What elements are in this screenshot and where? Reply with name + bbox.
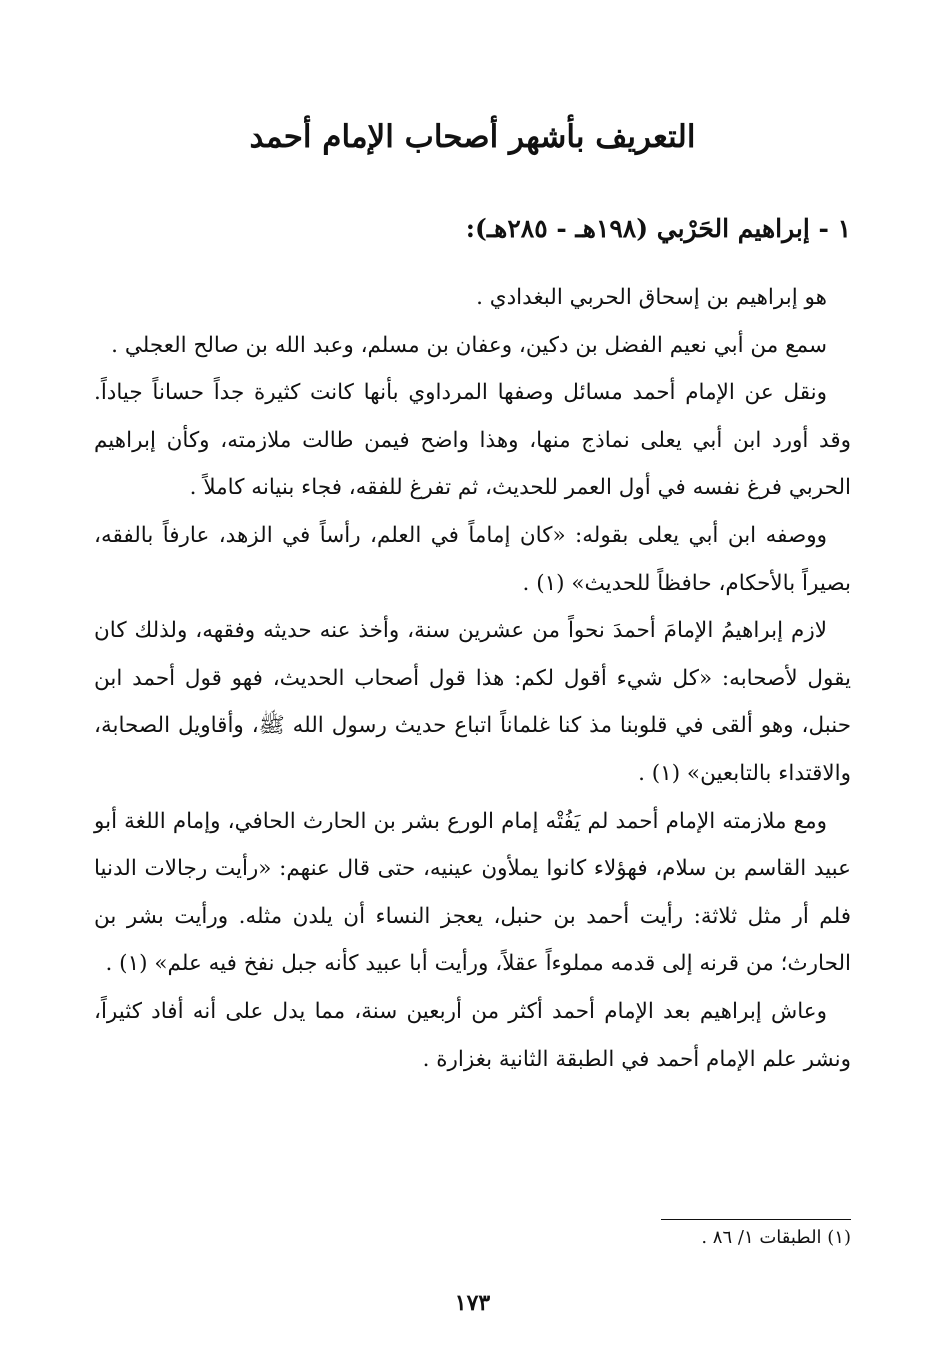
section-heading: ١ - إبراهيم الحَرْبي (١٩٨هـ - ٢٨٥هـ): xyxy=(465,214,851,243)
paragraph: هو إبراهيم بن إسحاق الحربي البغدادي . xyxy=(476,285,827,310)
paragraph: ووصفه ابن أبي يعلى بقوله: «كان إماماً في العلم، رأساً في الزهد، عارفاً بالفقه، بصيراً بالأحكام، حافظاً للحديث» (١) . xyxy=(94,522,851,596)
paragraph: لازم إبراهيمُ الإمامَ أحمدَ نحواً من عشرين سنة، وأخذ عنه حديثه وفقهه، ولذلك كان يقول لأصحابه: «كل شيء أقول لكم: هذا قول أصحاب الحديث، فهو قول أحمد ابن حنبل، وهو ألقى في قلوبنا مذ كنا غلماناً اتباع حديث رسول الله ﷺ، وأقاويل الصحابة، والاقتداء بالتابعين» (١) . xyxy=(94,618,851,786)
body-text xyxy=(94,274,851,1083)
paragraph: وعاش إبراهيم بعد الإمام أحمد أكثر من أربعين سنة، مما يدل على أنه أفاد كثيراً، ونشر علم الإمام أحمد في الطبقة الثانية بغزارة . xyxy=(94,998,851,1072)
footnote: (١) الطبقات ١/ ٨٦ . xyxy=(701,1227,851,1248)
paragraph: ونقل عن الإمام أحمد مسائل وصفها المرداوي بأنها كانت كثيرة جداً حساناً جياداً. وقد أورد ابن أبي يعلى نماذج منها، وهذا واضح فيمن طالت ملازمته، وكأن إبراهيم الحربي فرغ نفسه في أول العمر للحديث، ثم تفرغ للفقه، فجاء بنيانه كاملاً . xyxy=(94,380,851,501)
paragraph: ومع ملازمته الإمام أحمد لم يَفُتْه إمام الورع بشر بن الحارث الحافي، وإمام اللغة أبو عبيد القاسم بن سلام، فهؤلاء كانوا يملأون عينيه، حتى قال عنهم: «رأيت رجالات الدنيا فلم أر مثل ثلاثة: رأيت أحمد بن حنبل، يعجز النساء أن يلدن مثله. ورأيت بشر بن الحارث؛ من قرنه إلى قدمه مملوءاً عقلاً، ورأيت أبا عبيد كأنه جبل نفخ فيه علم» (١) . xyxy=(94,808,851,977)
page-number: ١٧٣ xyxy=(454,1290,491,1316)
footnote-divider xyxy=(661,1219,851,1220)
paragraph: سمع من أبي نعيم الفضل بن دكين، وعفان بن مسلم، وعبد الله بن صالح العجلي . xyxy=(111,332,827,358)
page-title: التعريف بأشهر أصحاب الإمام أحمد xyxy=(249,119,696,155)
